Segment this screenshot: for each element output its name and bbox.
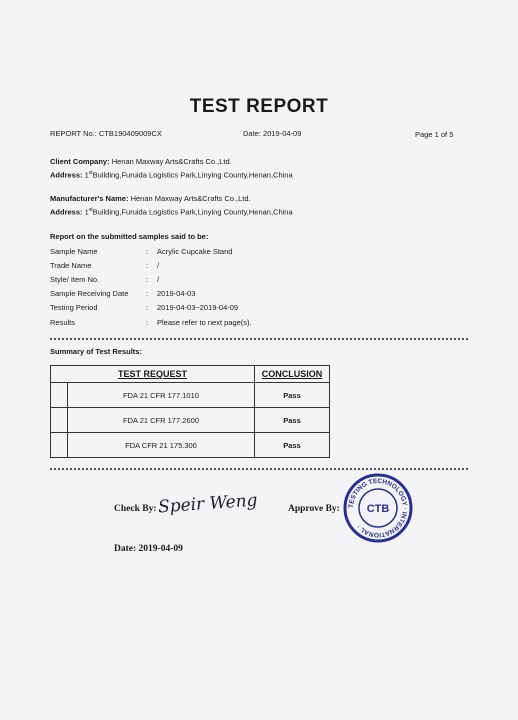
approve-by-label: Approve By: [288, 504, 340, 514]
client-address-label: Address: [50, 170, 83, 180]
stamp-center-text: CTB [366, 503, 390, 515]
client-company [50, 157, 232, 166]
dotted-divider [50, 468, 468, 470]
conclusion-cell: Pass [255, 433, 330, 458]
table-row [51, 383, 330, 408]
report-title: TEST REPORT [189, 96, 329, 117]
check-by-label: Check By: [114, 504, 157, 514]
sample-row-label: Results [50, 318, 76, 327]
sample-row-value: 2019-04-03 [157, 289, 196, 298]
manufacturer-name [50, 194, 251, 203]
request-cell: FDA CFR 21 175.300 [68, 433, 255, 458]
header-conclusion: CONCLUSION [255, 366, 330, 383]
manufacturer-address [50, 207, 293, 217]
report-date-label: Date: [243, 129, 261, 138]
stamp-ring-text: TESTING TECHNOLOGY · INTERNATIONAL · [347, 477, 409, 539]
sample-row-colon: : [146, 247, 149, 256]
sample-row-value: Please refer to next page(s). [157, 318, 252, 327]
client-address-rest: Building,Furuida Logistics Park,Linying County,Henan,China [92, 170, 293, 180]
request-cell: FDA 21 CFR 177.1010 [68, 383, 255, 408]
page-indicator: Page 1 of 5 [415, 130, 454, 139]
header-test-request: TEST REQUEST [51, 366, 255, 383]
footer-date: Date: 2019-04-09 [114, 544, 183, 554]
check-by-signature: Speir Weng [157, 490, 259, 518]
report-date [243, 129, 301, 138]
client-address-num: 1 [84, 170, 89, 180]
sample-row-label: Trade Name [50, 261, 92, 270]
sample-row-label: Testing Period [50, 303, 98, 312]
manufacturer-address-sup: st [88, 207, 93, 213]
conclusion-cell: Pass [255, 408, 330, 433]
report-date-value: 2019-04-09 [263, 129, 302, 138]
row-index-cell [51, 383, 68, 408]
sample-row-colon: : [146, 318, 149, 327]
manufacturer-address-rest: Building,Furuida Logistics Park,Linying County,Henan,China [92, 207, 293, 217]
sample-row-value: 2019-04-03~2019-04-09 [157, 303, 239, 312]
manufacturer-name-value: Henan Maxway Arts&Crafts Co.,Ltd. [130, 194, 251, 203]
sample-row-value: Acrylic Cupcake Stand [157, 247, 233, 256]
conclusion-cell: Pass [255, 383, 330, 408]
sample-row-colon: : [146, 261, 149, 270]
client-company-label: Client Company: [50, 157, 110, 166]
sample-row-label: Style/ Item No. [50, 275, 100, 284]
samples-heading: Report on the submitted samples said to be: [50, 232, 209, 241]
sample-row-value: / [157, 261, 160, 270]
dotted-divider [50, 338, 468, 340]
row-index-cell [51, 433, 68, 458]
manufacturer-name-label: Manufacturer's Name: [50, 194, 129, 203]
sample-row-colon: : [146, 289, 149, 298]
report-number [50, 129, 162, 138]
table-row [51, 408, 330, 433]
table-row [51, 433, 330, 458]
report-no-label: REPORT No.: [50, 129, 97, 138]
row-index-cell [51, 408, 68, 433]
client-company-value: Henan Maxway Arts&Crafts Co.,Ltd. [111, 157, 232, 166]
sample-row-label: Sample Receiving Date [50, 289, 129, 298]
client-address-sup: st [88, 170, 93, 176]
sample-row-colon: : [146, 275, 149, 284]
summary-heading: Summary of Test Results: [50, 347, 142, 356]
client-address [50, 170, 293, 180]
results-table [50, 365, 330, 458]
sample-row-label: Sample Name [50, 247, 98, 256]
report-no-value: CTB190409009CX [98, 129, 162, 138]
manufacturer-address-label: Address: [50, 207, 83, 217]
manufacturer-address-num: 1 [84, 207, 89, 217]
request-cell: FDA 21 CFR 177.2600 [68, 408, 255, 433]
ctb-stamp [342, 472, 414, 544]
table-header-row [51, 366, 330, 383]
sample-row-colon: : [146, 303, 149, 312]
sample-row-value: / [157, 275, 160, 284]
